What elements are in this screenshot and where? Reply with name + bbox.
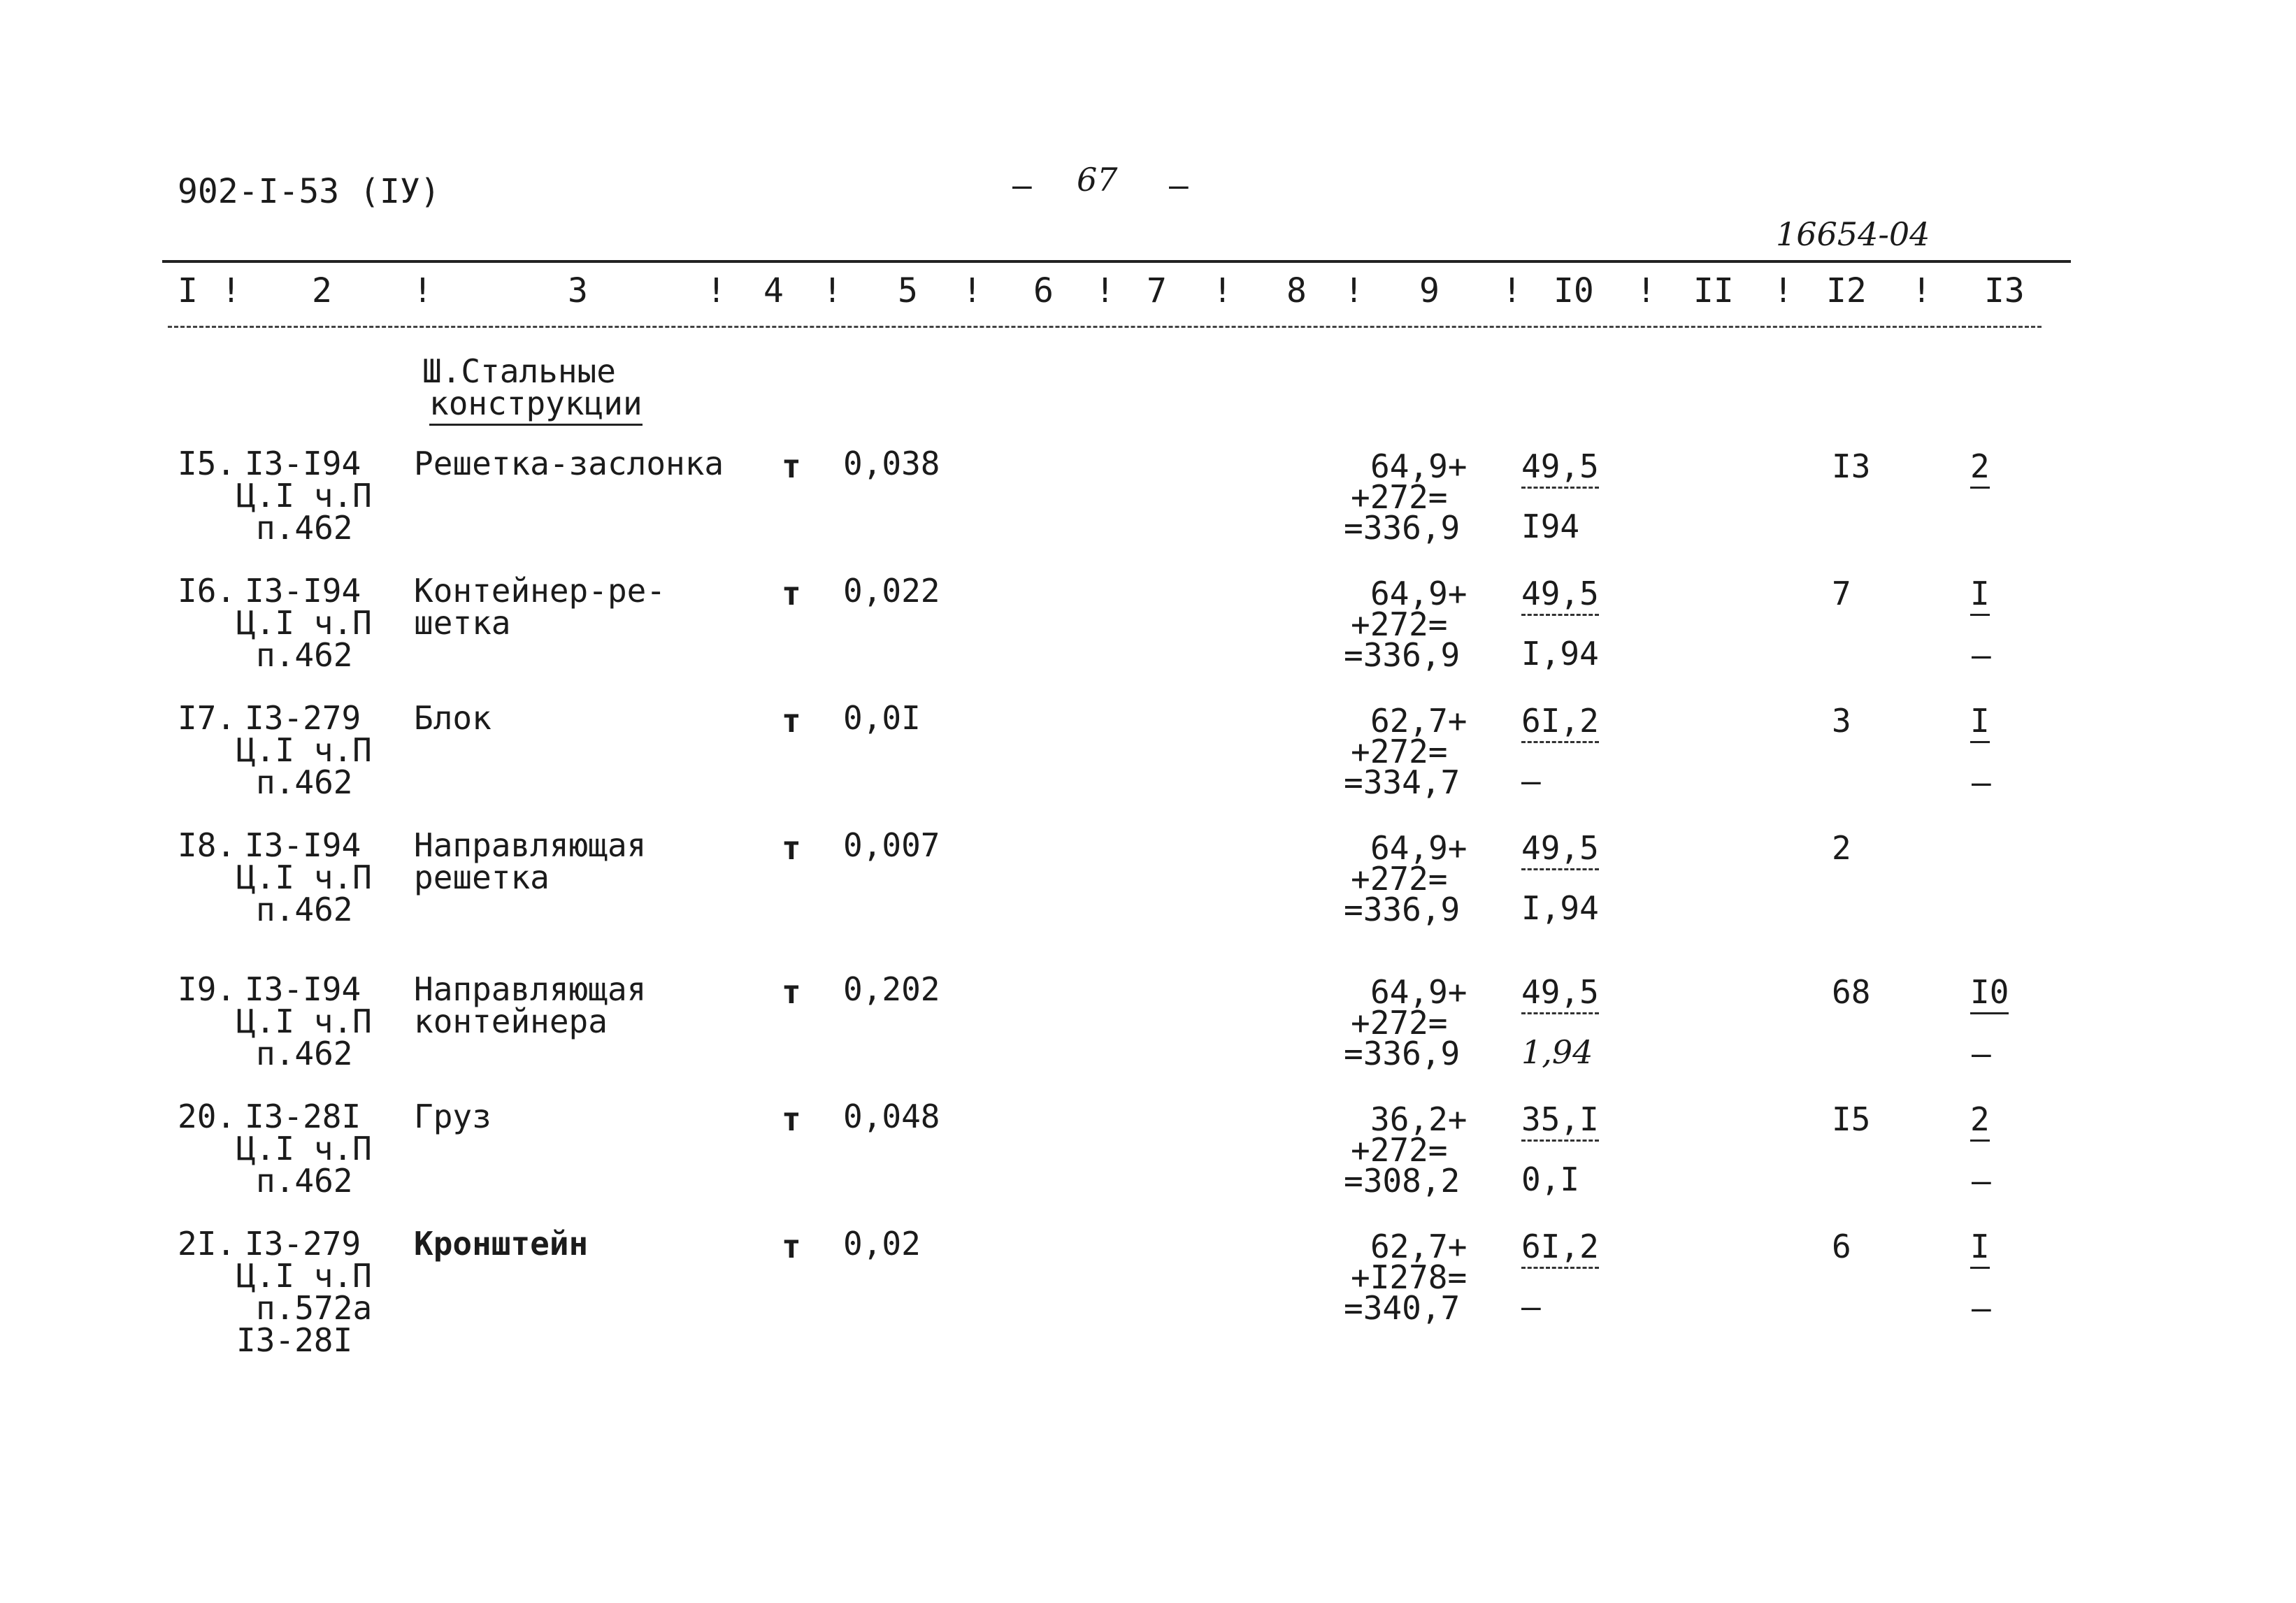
col-header-8: 8 bbox=[1286, 271, 1307, 310]
row-col10-bottom: 1,94 bbox=[1521, 1033, 1593, 1071]
row-price-base: 62,7+ bbox=[1370, 1228, 1468, 1265]
row-col12: I3 bbox=[1832, 447, 1871, 485]
row-unit: т bbox=[782, 829, 801, 867]
row-col12: 3 bbox=[1832, 702, 1851, 740]
row-ref-part: Ц.I ч.П bbox=[236, 731, 372, 769]
row-ref-position: п.572а bbox=[256, 1289, 373, 1327]
row-price-total: =336,9 bbox=[1344, 509, 1461, 547]
row-ref-position: п.462 bbox=[256, 763, 353, 801]
col-header-2: 2 bbox=[312, 271, 332, 310]
row-col12: 6 bbox=[1832, 1228, 1851, 1265]
row-quantity: 0,202 bbox=[843, 970, 940, 1008]
section-subtitle bbox=[429, 384, 643, 422]
row-col10-top: 6I,2 bbox=[1521, 1230, 1599, 1263]
row-quantity: 0,02 bbox=[843, 1225, 921, 1263]
row-price-base: 64,9+ bbox=[1370, 829, 1468, 867]
row-unit: т bbox=[782, 702, 801, 740]
row-col12: 7 bbox=[1832, 575, 1851, 612]
col-sep: ! bbox=[1095, 271, 1115, 310]
row-ref-part: Ц.I ч.П bbox=[236, 477, 372, 515]
col-header-9: 9 bbox=[1419, 271, 1440, 310]
col-header-6: 6 bbox=[1033, 271, 1054, 310]
col-sep: ! bbox=[1502, 271, 1522, 310]
row-item-name-cont: шетка bbox=[414, 604, 511, 642]
page-dash-right: – bbox=[1169, 166, 1189, 204]
row-price-total: =336,9 bbox=[1344, 891, 1461, 928]
col-header-1: I bbox=[178, 271, 198, 310]
row-price-add: +I278= bbox=[1351, 1258, 1468, 1296]
row-item-name: Направляющая bbox=[414, 970, 647, 1008]
row-col12: I5 bbox=[1832, 1100, 1871, 1138]
col-sep: ! bbox=[1212, 271, 1233, 310]
row-ref-part: Ц.I ч.П bbox=[236, 1130, 372, 1167]
row-unit: т bbox=[782, 1100, 801, 1138]
row-number: I5. bbox=[178, 445, 236, 482]
row-ref-position: п.462 bbox=[256, 636, 353, 674]
row-col10-top: 6I,2 bbox=[1521, 705, 1599, 737]
row-col10-bottom: I,94 bbox=[1521, 889, 1599, 927]
row-col12: 68 bbox=[1832, 973, 1871, 1011]
row-ref-part: Ц.I ч.П bbox=[236, 1002, 372, 1040]
col-header-13: I3 bbox=[1984, 271, 2025, 310]
row-ref-part: Ц.I ч.П bbox=[236, 1257, 372, 1295]
row-price-total: =336,9 bbox=[1344, 636, 1461, 674]
row-price-add: +272= bbox=[1351, 733, 1448, 770]
row-unit: т bbox=[782, 1228, 801, 1265]
row-col13-bottom: – bbox=[1972, 636, 1991, 674]
row-unit: т bbox=[782, 575, 801, 612]
col-sep: ! bbox=[822, 271, 842, 310]
row-col10-top: 49,5 bbox=[1521, 976, 1599, 1008]
column-header-row bbox=[0, 271, 2296, 316]
page-number: 67 bbox=[1077, 161, 1118, 199]
col-header-3: 3 bbox=[568, 271, 588, 310]
row-col10-top: 49,5 bbox=[1521, 450, 1599, 482]
row-price-base: 62,7+ bbox=[1370, 702, 1468, 740]
col-sep: ! bbox=[1911, 271, 1932, 310]
row-ref-code: I3-279 bbox=[245, 699, 361, 737]
row-price-total: =336,9 bbox=[1344, 1035, 1461, 1072]
row-quantity: 0,007 bbox=[843, 826, 940, 864]
row-col10-bottom: 0,I bbox=[1521, 1160, 1580, 1198]
row-price-total: =340,7 bbox=[1344, 1289, 1461, 1327]
row-col10-bottom: – bbox=[1521, 762, 1541, 800]
row-col13-bottom: – bbox=[1972, 763, 1991, 801]
row-price-base: 64,9+ bbox=[1370, 447, 1468, 485]
row-col10-bottom: – bbox=[1521, 1288, 1541, 1325]
row-item-name-cont: контейнера bbox=[414, 1002, 608, 1040]
row-ref-part: Ц.I ч.П bbox=[236, 858, 372, 896]
col-sep: ! bbox=[962, 271, 982, 310]
row-col13-top: I bbox=[1970, 705, 1990, 737]
section-title: Ш.Стальные bbox=[422, 352, 616, 390]
col-header-12: I2 bbox=[1826, 271, 1867, 310]
row-price-add: +272= bbox=[1351, 605, 1448, 643]
row-price-base: 36,2+ bbox=[1370, 1100, 1468, 1138]
row-item-name: Решетка-заслонка bbox=[414, 445, 724, 482]
col-header-11: II bbox=[1693, 271, 1734, 310]
row-ref-code: I3-I94 bbox=[245, 572, 361, 610]
row-col10-bottom: I94 bbox=[1521, 508, 1580, 545]
col-header-4: 4 bbox=[763, 271, 784, 310]
row-unit: т bbox=[782, 447, 801, 485]
row-col10-top: 49,5 bbox=[1521, 577, 1599, 610]
row-col12: 2 bbox=[1832, 829, 1851, 867]
row-col13-bottom: – bbox=[1972, 1162, 1991, 1200]
col-header-5: 5 bbox=[898, 271, 918, 310]
row-price-base: 64,9+ bbox=[1370, 973, 1468, 1011]
col-sep: ! bbox=[1344, 271, 1364, 310]
row-col10-top: 49,5 bbox=[1521, 832, 1599, 864]
col-sep: ! bbox=[221, 271, 241, 310]
row-ref-position: п.462 bbox=[256, 509, 353, 547]
row-item-name: Контейнер-ре- bbox=[414, 572, 666, 610]
row-col13-bottom: – bbox=[1972, 1035, 1991, 1072]
row-quantity: 0,022 bbox=[843, 572, 940, 610]
col-sep: ! bbox=[1773, 271, 1793, 310]
page-dash-left: – bbox=[1012, 166, 1032, 204]
row-number: 20. bbox=[178, 1098, 236, 1135]
row-ref-code: I3-279 bbox=[245, 1225, 361, 1263]
row-price-total: =308,2 bbox=[1344, 1162, 1461, 1200]
row-quantity: 0,0I bbox=[843, 699, 921, 737]
col-sep: ! bbox=[412, 271, 433, 310]
row-item-name: Кронштейн bbox=[414, 1225, 589, 1263]
row-col13-top: 2 bbox=[1970, 450, 1990, 482]
row-price-add: +272= bbox=[1351, 1004, 1448, 1042]
row-ref-part: Ц.I ч.П bbox=[236, 604, 372, 642]
col-header-10: I0 bbox=[1554, 271, 1594, 310]
header-underline bbox=[168, 326, 2042, 328]
row-ref-code: I3-28I bbox=[245, 1098, 361, 1135]
row-col13-bottom: – bbox=[1972, 1289, 1991, 1327]
row-number: I6. bbox=[178, 572, 236, 610]
row-price-add: +272= bbox=[1351, 1131, 1448, 1169]
row-item-name: Блок bbox=[414, 699, 492, 737]
row-number: 2I. bbox=[178, 1225, 236, 1263]
row-price-base: 64,9+ bbox=[1370, 575, 1468, 612]
row-item-name: Груз bbox=[414, 1098, 492, 1135]
row-price-total: =334,7 bbox=[1344, 763, 1461, 801]
row-quantity: 0,038 bbox=[843, 445, 940, 482]
row-item-name-cont: решетка bbox=[414, 858, 550, 896]
row-ref-code: I3-I94 bbox=[245, 826, 361, 864]
row-col13-top: I bbox=[1970, 577, 1990, 610]
row-price-add: +272= bbox=[1351, 860, 1448, 898]
row-col13-top: I bbox=[1970, 1230, 1990, 1263]
row-price-add: +272= bbox=[1351, 478, 1448, 516]
row-ref-code: I3-I94 bbox=[245, 445, 361, 482]
row-ref-position: п.462 bbox=[256, 891, 353, 928]
row-ref-position: п.462 bbox=[256, 1035, 353, 1072]
row-quantity: 0,048 bbox=[843, 1098, 940, 1135]
row-unit: т bbox=[782, 973, 801, 1011]
row-col10-top: 35,I bbox=[1521, 1103, 1599, 1135]
row-ref-position: п.462 bbox=[256, 1162, 353, 1200]
row-ref-code: I3-I94 bbox=[245, 970, 361, 1008]
row-number: I9. bbox=[178, 970, 236, 1008]
col-sep: ! bbox=[1636, 271, 1656, 310]
row-col10-bottom: I,94 bbox=[1521, 635, 1599, 673]
table-top-rule bbox=[162, 260, 2071, 263]
row-ref-extra: I3-28I bbox=[236, 1321, 353, 1359]
col-sep: ! bbox=[706, 271, 726, 310]
row-number: I7. bbox=[178, 699, 236, 737]
sheet-reference: 16654-04 bbox=[1776, 215, 1930, 253]
row-number: I8. bbox=[178, 826, 236, 864]
row-col13-top: 2 bbox=[1970, 1103, 1990, 1135]
row-item-name: Направляющая bbox=[414, 826, 647, 864]
col-header-7: 7 bbox=[1147, 271, 1167, 310]
section-subtitle-text: конструкции bbox=[429, 384, 643, 426]
document-code: 902-I-53 (IУ) bbox=[178, 172, 440, 211]
row-col13-top: I0 bbox=[1970, 976, 2009, 1008]
